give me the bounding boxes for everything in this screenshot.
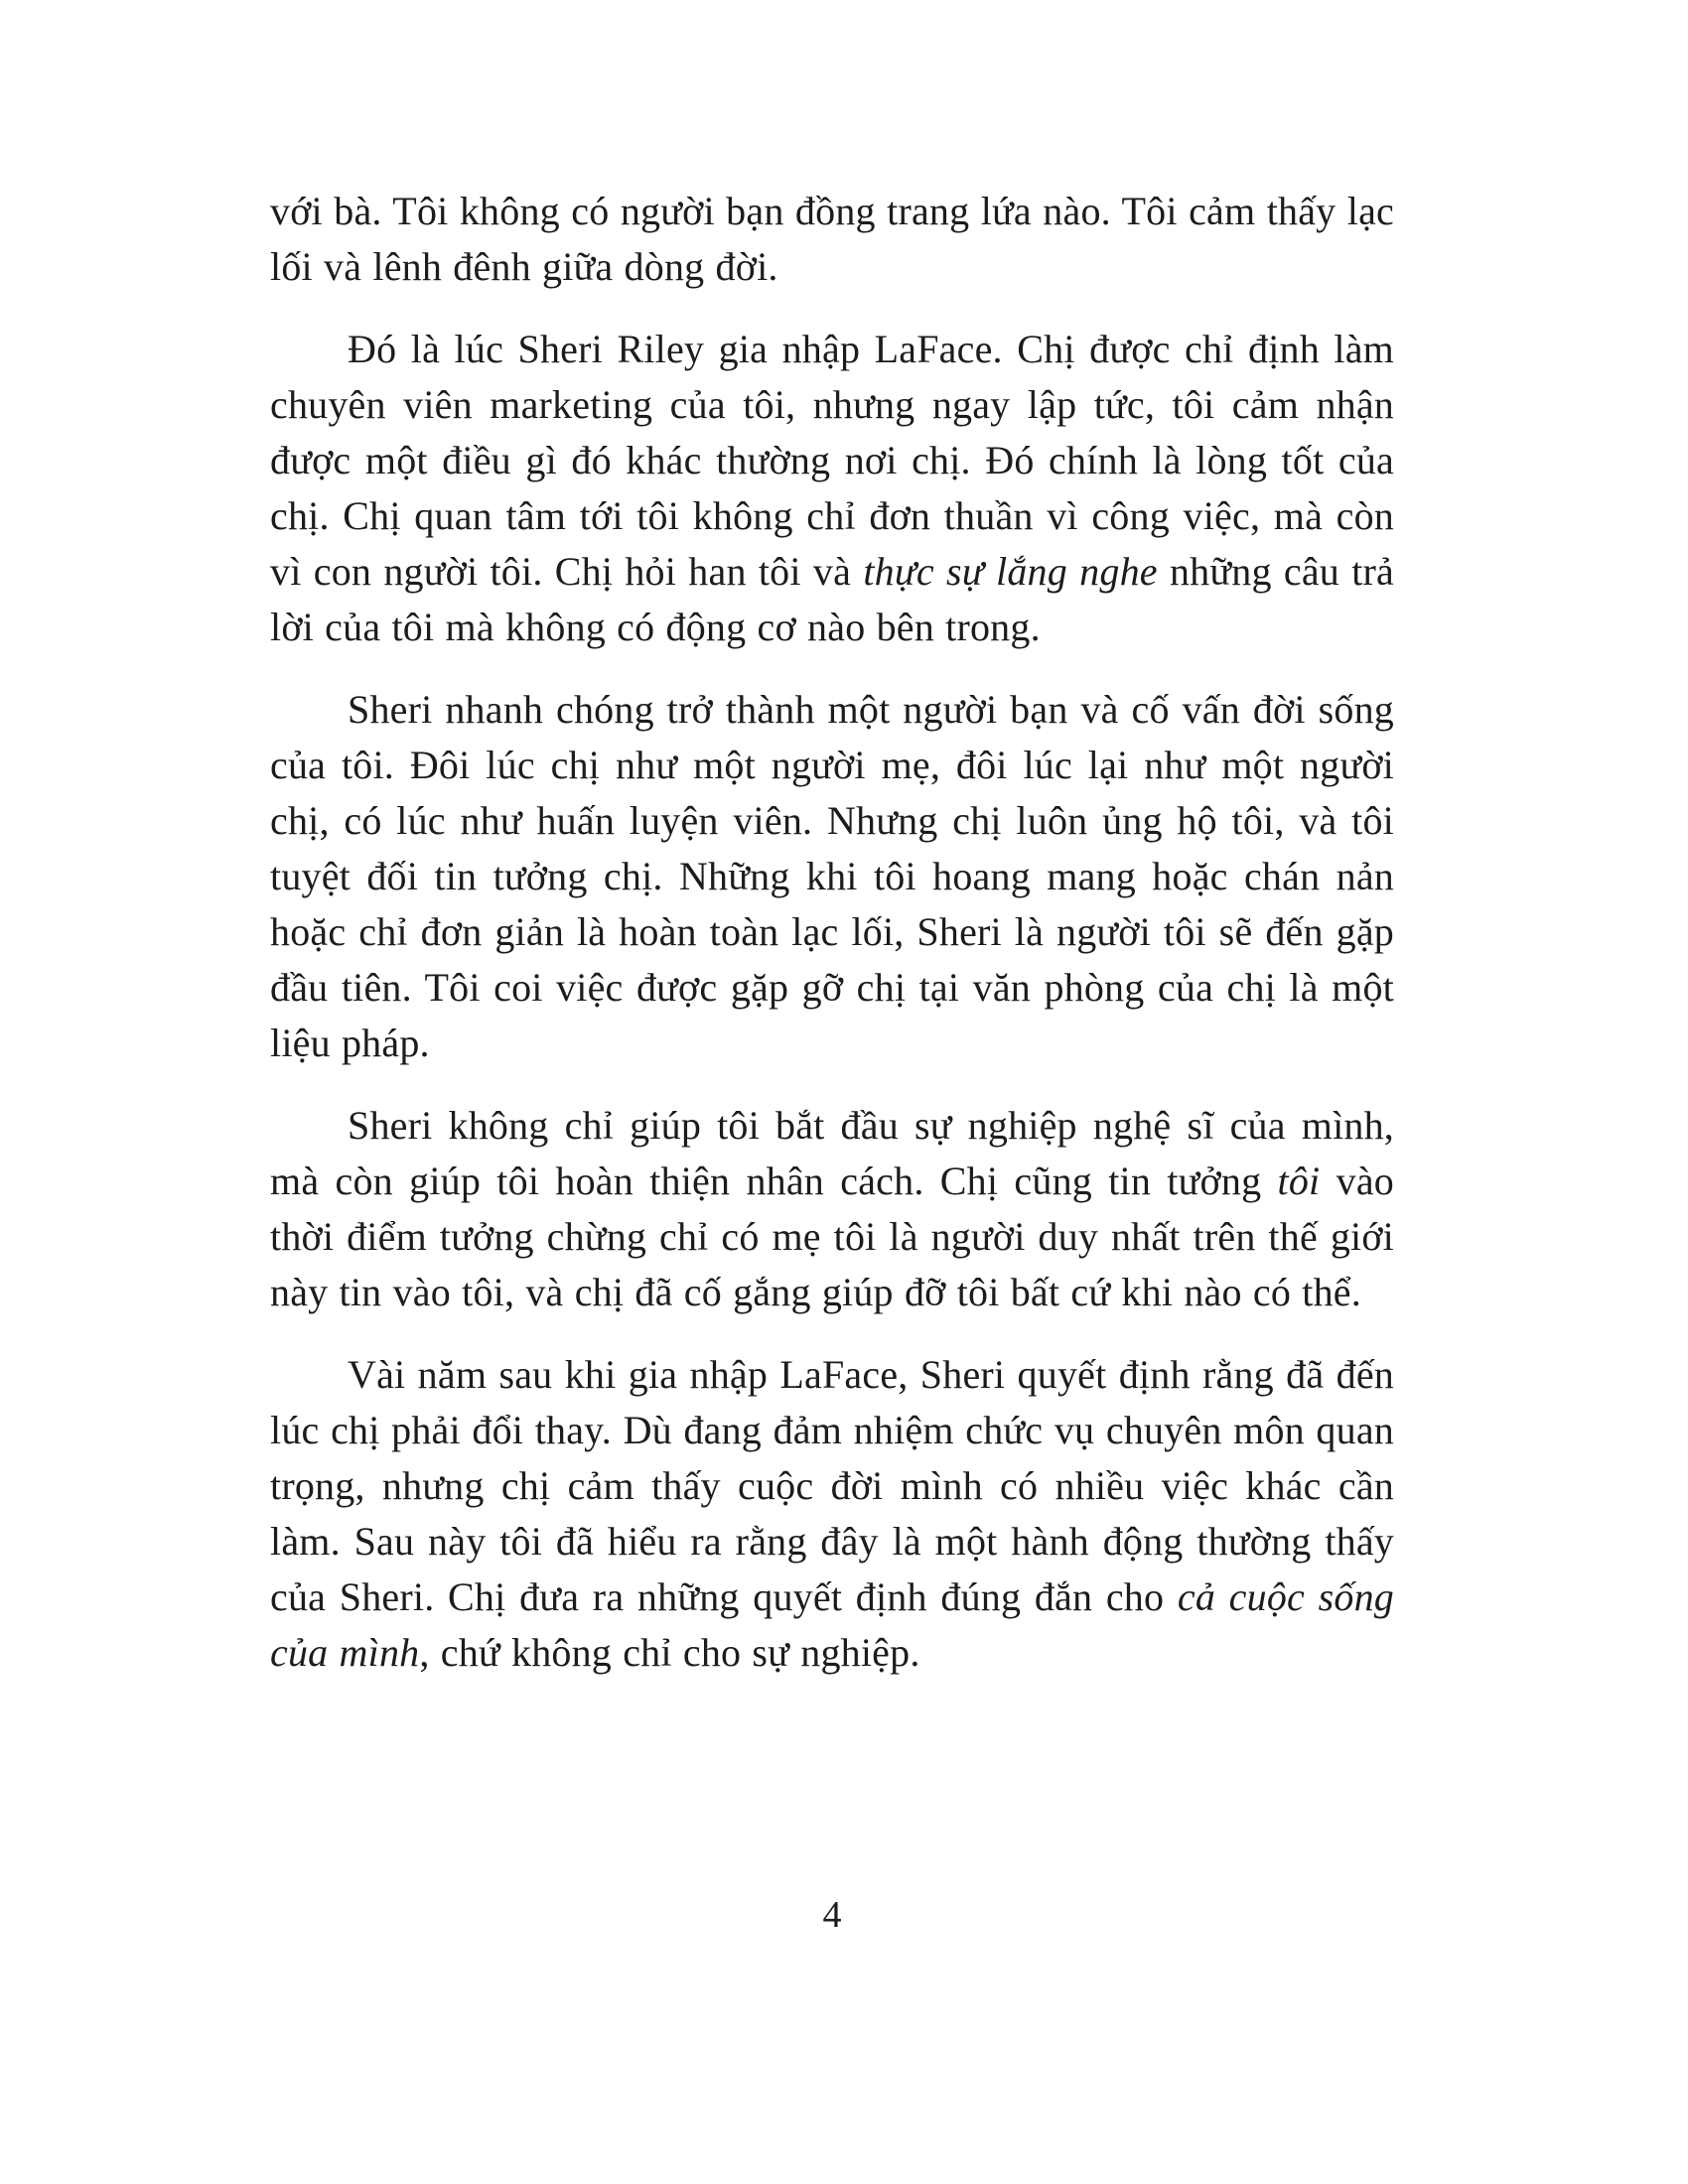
page-number: 4 (822, 1894, 842, 1936)
italic-text-run: tôi (1277, 1159, 1321, 1203)
text-run: , chứ không chỉ cho sự nghiệp. (419, 1630, 920, 1675)
text-run: những câu trả lời của tôi mà không có động cơ nào bên trong. (270, 549, 1394, 649)
text-run: Sheri không chỉ giúp tôi bắt đầu sự nghiệp nghệ sĩ của mình, mà còn giúp tôi hoàn thiện nhân cách. Chị cũng tin tưởng (270, 1103, 1394, 1203)
text-run: Vài năm sau khi gia nhập LaFace, Sheri quyết định rằng đã đến lúc chị phải đổi thay. Dù đang đảm nhiệm chức vụ chuyên môn quan trọng, nhưng chị cảm thấy cuộc đời mình có nhiều việc khác cần làm. Sau này tôi đã hiểu ra rằng đây là một hành động thường thấy của Sheri. Chị đưa ra những quyết định đúng đắn cho (270, 1352, 1394, 1619)
text-run: Đó là lúc Sheri Riley gia nhập LaFace. Chị được chỉ định làm chuyên viên marketing của tôi, nhưng ngay lập tức, tôi cảm nhận được một điều gì đó khác thường nơi chị. Đó chính là lòng tốt của chị. Chị quan tâm tới tôi không chỉ đơn thuần vì công việc, mà còn vì con người tôi. Chị hỏi han tôi và (270, 327, 1394, 594)
paragraph (270, 184, 1394, 295)
paragraph (270, 1347, 1394, 1681)
page-body (270, 184, 1394, 1681)
text-run: với bà. Tôi không có người bạn đồng trang lứa nào. Tôi cảm thấy lạc lối và lênh đênh giữa dòng đời. (270, 189, 1394, 289)
text-run: vào thời điểm tưởng chừng chỉ có mẹ tôi là người duy nhất trên thế giới này tin vào tôi, và chị đã cố gắng giúp đỡ tôi bất cứ khi nào có thể. (270, 1159, 1394, 1314)
paragraph (270, 322, 1394, 655)
italic-text-run: cả cuộc sống của mình (270, 1574, 1395, 1675)
text-run: Sheri nhanh chóng trở thành một người bạn và cố vấn đời sống của tôi. Đôi lúc chị như một người mẹ, đôi lúc lại như một người chị, có lúc như huấn luyện viên. Nhưng chị luôn ủng hộ tôi, và tôi tuyệt đối tin tưởng chị. Những khi tôi hoang mang hoặc chán nản hoặc chỉ đơn giản là hoàn toàn lạc lối, Sheri là người tôi sẽ đến gặp đầu tiên. Tôi coi việc được gặp gỡ chị tại văn phòng của chị là một liệu pháp. (270, 687, 1394, 1065)
paragraph (270, 1098, 1394, 1320)
paragraph (270, 682, 1394, 1071)
italic-text-run: thực sự lắng nghe (863, 549, 1158, 594)
